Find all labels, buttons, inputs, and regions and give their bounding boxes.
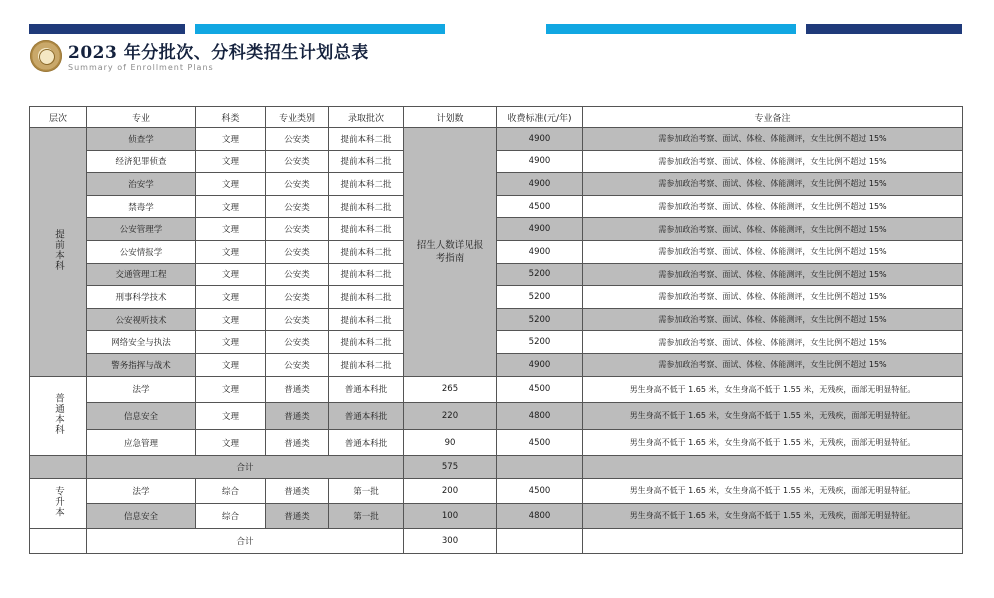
major-cell: 交通管理工程	[87, 263, 196, 286]
note-cell: 需参加政治考察、面试、体检、体能测评，女生比例不超过 15%	[583, 218, 963, 241]
major-cell: 禁毒学	[87, 195, 196, 218]
category-cell: 公安类	[266, 353, 329, 376]
table-row	[30, 240, 963, 263]
batch-cell: 第一批	[329, 503, 404, 528]
note-cell: 男生身高不低于 1.65 米，女生身高不低于 1.55 米，无残疾，面部无明显特征。	[583, 376, 963, 403]
subtotal-note-cell	[583, 528, 963, 553]
category-cell: 公安类	[266, 240, 329, 263]
major-cell: 警务指挥与战术	[87, 353, 196, 376]
fee-cell: 5200	[497, 331, 583, 354]
batch-cell: 提前本科二批	[329, 331, 404, 354]
category-cell: 公安类	[266, 173, 329, 196]
col-header-level: 层次	[30, 107, 87, 128]
category-cell: 公安类	[266, 218, 329, 241]
fee-cell: 4900	[497, 240, 583, 263]
batch-cell: 普通本科批	[329, 429, 404, 456]
batch-cell: 提前本科二批	[329, 195, 404, 218]
subtotal-fee-cell	[497, 456, 583, 479]
major-cell: 法学	[87, 478, 196, 503]
col-header-fee: 收费标准(元/年)	[497, 107, 583, 128]
major-cell: 法学	[87, 376, 196, 403]
header-bar-right-cyan	[546, 24, 796, 34]
enrollment-plan-table	[29, 106, 963, 554]
type-cell: 文理	[196, 240, 266, 263]
page-title: 2023 年分批次、分科类招生计划总表	[68, 43, 369, 63]
fee-cell: 5200	[497, 263, 583, 286]
university-seal-icon	[30, 40, 62, 72]
major-cell: 公安管理学	[87, 218, 196, 241]
type-cell: 文理	[196, 128, 266, 151]
subtotal-level-cell	[30, 456, 87, 479]
col-header-batch: 录取批次	[329, 107, 404, 128]
major-cell: 公安情报学	[87, 240, 196, 263]
batch-cell: 提前本科二批	[329, 173, 404, 196]
category-cell: 公安类	[266, 128, 329, 151]
batch-cell: 提前本科二批	[329, 240, 404, 263]
level-cell-early: 提前本科	[30, 128, 87, 377]
category-cell: 公安类	[266, 195, 329, 218]
plan-cell: 265	[404, 376, 497, 403]
fee-cell: 4900	[497, 218, 583, 241]
batch-cell: 提前本科二批	[329, 150, 404, 173]
category-cell: 普通类	[266, 429, 329, 456]
category-cell: 公安类	[266, 331, 329, 354]
table-row	[30, 331, 963, 354]
note-cell: 男生身高不低于 1.65 米，女生身高不低于 1.55 米，无残疾，面部无明显特征。	[583, 429, 963, 456]
type-cell: 综合	[196, 503, 266, 528]
batch-cell: 普通本科批	[329, 403, 404, 430]
note-cell: 需参加政治考察、面试、体检、体能测评，女生比例不超过 15%	[583, 150, 963, 173]
type-cell: 文理	[196, 150, 266, 173]
fee-cell: 4900	[497, 173, 583, 196]
type-cell: 文理	[196, 173, 266, 196]
fee-cell: 4800	[497, 503, 583, 528]
header-bar-right-navy	[806, 24, 962, 34]
subtotal-note-cell	[583, 456, 963, 479]
major-cell: 公安视听技术	[87, 308, 196, 331]
major-cell: 经济犯罪侦查	[87, 150, 196, 173]
type-cell: 文理	[196, 353, 266, 376]
batch-cell: 提前本科二批	[329, 218, 404, 241]
plan-cell: 220	[404, 403, 497, 430]
subtotal-level-cell	[30, 528, 87, 553]
note-cell: 需参加政治考察、面试、体检、体能测评，女生比例不超过 15%	[583, 308, 963, 331]
subtotal-row-upgrade	[30, 528, 963, 553]
type-cell: 文理	[196, 376, 266, 403]
note-cell: 需参加政治考察、面试、体检、体能测评，女生比例不超过 15%	[583, 173, 963, 196]
fee-cell: 4500	[497, 429, 583, 456]
batch-cell: 第一批	[329, 478, 404, 503]
table-row	[30, 403, 963, 430]
note-cell: 需参加政治考察、面试、体检、体能测评，女生比例不超过 15%	[583, 240, 963, 263]
table-row	[30, 195, 963, 218]
batch-cell: 普通本科批	[329, 376, 404, 403]
note-cell: 男生身高不低于 1.65 米，女生身高不低于 1.55 米，无残疾，面部无明显特征。	[583, 478, 963, 503]
category-cell: 公安类	[266, 150, 329, 173]
table-row	[30, 503, 963, 528]
batch-cell: 提前本科二批	[329, 286, 404, 309]
col-header-plan: 计划数	[404, 107, 497, 128]
note-cell: 需参加政治考察、面试、体检、体能测评，女生比例不超过 15%	[583, 331, 963, 354]
category-cell: 普通类	[266, 403, 329, 430]
major-cell: 网络安全与执法	[87, 331, 196, 354]
page-subtitle: Summary of Enrollment Plans	[68, 63, 214, 72]
type-cell: 文理	[196, 403, 266, 430]
subtotal-value: 575	[404, 456, 497, 479]
major-cell: 刑事科学技术	[87, 286, 196, 309]
major-cell: 治安学	[87, 173, 196, 196]
batch-cell: 提前本科二批	[329, 128, 404, 151]
category-cell: 普通类	[266, 503, 329, 528]
table-row	[30, 173, 963, 196]
table-row	[30, 286, 963, 309]
table-row	[30, 128, 963, 151]
note-cell: 需参加政治考察、面试、体检、体能测评，女生比例不超过 15%	[583, 128, 963, 151]
level-cell-upgrade: 专升本	[30, 478, 87, 528]
type-cell: 文理	[196, 263, 266, 286]
header-bar-left-cyan	[195, 24, 445, 34]
col-header-category: 专业类别	[266, 107, 329, 128]
batch-cell: 提前本科二批	[329, 263, 404, 286]
type-cell: 文理	[196, 218, 266, 241]
note-cell: 男生身高不低于 1.65 米，女生身高不低于 1.55 米，无残疾，面部无明显特征。	[583, 503, 963, 528]
table-row	[30, 218, 963, 241]
type-cell: 文理	[196, 195, 266, 218]
major-cell: 侦查学	[87, 128, 196, 151]
plan-cell-early: 招生人数详见报考指南	[404, 128, 497, 377]
fee-cell: 5200	[497, 286, 583, 309]
subtotal-value: 300	[404, 528, 497, 553]
note-cell: 需参加政治考察、面试、体检、体能测评，女生比例不超过 15%	[583, 195, 963, 218]
subtotal-row-regular	[30, 456, 963, 479]
category-cell: 公安类	[266, 286, 329, 309]
category-cell: 公安类	[266, 263, 329, 286]
major-cell: 应急管理	[87, 429, 196, 456]
table-row	[30, 353, 963, 376]
type-cell: 文理	[196, 308, 266, 331]
col-header-subject-type: 科类	[196, 107, 266, 128]
header-bar-left-navy	[29, 24, 185, 34]
fee-cell: 4800	[497, 403, 583, 430]
subtotal-fee-cell	[497, 528, 583, 553]
note-cell: 需参加政治考察、面试、体检、体能测评，女生比例不超过 15%	[583, 286, 963, 309]
major-cell: 信息安全	[87, 403, 196, 430]
plan-cell: 90	[404, 429, 497, 456]
type-cell: 文理	[196, 331, 266, 354]
fee-cell: 4900	[497, 128, 583, 151]
table-row	[30, 429, 963, 456]
fee-cell: 4500	[497, 478, 583, 503]
fee-cell: 4900	[497, 353, 583, 376]
fee-cell: 4500	[497, 195, 583, 218]
batch-cell: 提前本科二批	[329, 308, 404, 331]
table-header-row	[30, 107, 963, 128]
note-cell: 男生身高不低于 1.65 米，女生身高不低于 1.55 米，无残疾，面部无明显特征。	[583, 403, 963, 430]
plan-cell: 100	[404, 503, 497, 528]
table-row	[30, 376, 963, 403]
category-cell: 公安类	[266, 308, 329, 331]
category-cell: 普通类	[266, 376, 329, 403]
col-header-notes: 专业备注	[583, 107, 963, 128]
note-cell: 需参加政治考察、面试、体检、体能测评，女生比例不超过 15%	[583, 263, 963, 286]
plan-cell: 200	[404, 478, 497, 503]
batch-cell: 提前本科二批	[329, 353, 404, 376]
category-cell: 普通类	[266, 478, 329, 503]
table-row	[30, 263, 963, 286]
fee-cell: 5200	[497, 308, 583, 331]
table-row	[30, 308, 963, 331]
fee-cell: 4900	[497, 150, 583, 173]
table-row	[30, 150, 963, 173]
major-cell: 信息安全	[87, 503, 196, 528]
type-cell: 综合	[196, 478, 266, 503]
type-cell: 文理	[196, 286, 266, 309]
note-cell: 需参加政治考察、面试、体检、体能测评，女生比例不超过 15%	[583, 353, 963, 376]
type-cell: 文理	[196, 429, 266, 456]
fee-cell: 4500	[497, 376, 583, 403]
subtotal-label: 合计	[87, 456, 404, 479]
subtotal-label: 合计	[87, 528, 404, 553]
level-cell-regular: 普通本科	[30, 376, 87, 456]
col-header-major: 专业	[87, 107, 196, 128]
table-row	[30, 478, 963, 503]
